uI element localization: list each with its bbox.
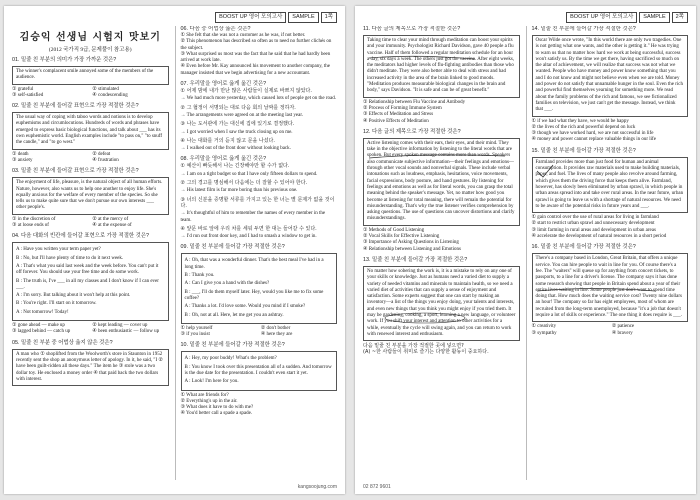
question-tail: 다음 밑줄 친 부분을 가장 적절한 곳에 넣으면? — [363, 343, 464, 350]
choice: ② kept leading — cover up — [92, 323, 148, 329]
dialog-line: A : That's what you said last week and the week before. You can't put it off forever. You should use your free time and do some work. — [16, 263, 159, 276]
item: ① 어제 밤에 내가 만난 많은 사람들이 실제로 바쁘지 않았다. — [180, 88, 312, 95]
choice: ① help yourself — [180, 325, 213, 331]
question-10 — [181, 342, 338, 417]
choice: ① death — [12, 151, 29, 157]
choice: ④ at the expense of — [92, 223, 132, 229]
choice: ④ frustration — [92, 157, 119, 163]
question-12 — [363, 129, 520, 253]
question-head: 09. 밑줄 친 부분에 들어갈 가장 적절한 것은? — [180, 244, 285, 251]
dialog-line: A : Hey, my poor buddy! What's the problem? — [184, 356, 277, 362]
dialog-line: B : Oh, not at all. Here, let me get you an ashtray. — [184, 312, 284, 318]
choice: ② the lives of the rich and powerful depend on luck — [531, 124, 636, 130]
question-passage: No matter how sobering the work is, it is a mistake to rely on any one of your skills or knowledge. Just as humans need a varied diet to supply a variety of needed vitamins and minerals to maintain health, so we need a varied diet of activities that can supply a sense of enjoyment and satisfaction. Some experts suggest that one can start by making an inventory—a list of the things you enjoy doing, your talents and interests, and even new things that you think you might enjoy if you tried them. It may be gardening, cooking, a sport, learning a new language, or volunteer work. If you shift your interest and attention to other activities for a while, eventually the cycle will swing again, and you can return to work with renewed interest and enthusiasm. — [363, 266, 520, 341]
item: → His latest film is far more boring than his previous one. — [180, 188, 298, 194]
choice: ④ Relationship between Listening and Emotions — [363, 246, 461, 252]
choice: ③ What surprised us most was the fact that he said that he had hardly been arrived at work late. — [180, 51, 331, 64]
item: → I got worried when I saw the truck closing up on me. — [180, 129, 293, 135]
question-head: 04. 다음 대화의 빈칸에 들어갈 표현으로 가장 적절한 것은? — [12, 233, 150, 240]
exam-page-right — [355, 6, 696, 494]
choice: ④ here they are — [260, 332, 293, 338]
choice: ④ bravery — [611, 330, 633, 336]
choice: ③ Effects of Meditation and Stress — [363, 112, 434, 118]
question-head: 10. 밑줄 친 부분에 들어갈 가장 적절한 것은? — [180, 342, 285, 349]
question-15 — [532, 148, 689, 241]
right-column-1 — [363, 26, 520, 480]
choice: ③ anxiety — [12, 157, 33, 163]
choice: ① in the discretion of — [12, 216, 56, 222]
choice: ④ been enthusiastic — follow up — [92, 329, 160, 335]
question-passage: Taking time to clear your mind through meditation can boost your spirits and your immunity. Psychologist Richard Davidson, gave 40 people a flu vaccine. Half of them followed a regular meditation schedule for an hour a day, six days a week. The others just got the vaccine. After eight weeks, the meditators had higher levels of flu-fighting antibodies than those who didn't meditate. They were also better able to deal with stress and had increased activity in the area of the brain linked to good moods. "Meditation produces measurable biological changes in the brain and body," says Davidson. "It is safe and can be of great benefit." — [363, 35, 520, 98]
page-header — [215, 12, 337, 23]
item: ③ 너의 신분을 증명할 서류를 가지고 있는 한 너는 별 문제가 없을 것이다. — [180, 196, 335, 209]
question-13 — [363, 257, 520, 356]
page-header — [566, 12, 688, 23]
header-sample: SAMPLE — [288, 12, 318, 23]
item: ③ 나는 도서관에 가는 대신에 집에 있기로 결정했다. — [180, 121, 295, 128]
right-column-2 — [526, 26, 689, 480]
dialog-line: A : Not tomorrow! Today! — [16, 309, 69, 315]
dialog-line: B : No, but I'll have plenty of time to do it next week. — [16, 255, 124, 261]
choice: ① Methods of Good Listening — [363, 227, 425, 233]
choice: ② This phenomenon has described so often as to need no further clichés on the subject. — [180, 39, 332, 51]
question-11 — [363, 26, 520, 125]
header-label: BOOST UP 영어 모의고사 — [566, 12, 637, 23]
question-passage: Active listening comes with their ears, their eyes, and their mind. They take in the objective information by listening to the literal words that are spoken. But every spoken message contains more than words. Speakers also communicate subjective information—their feelings and emotions—through other vocal sounds and nonverbal signals. These include verbal intonations such as loudness, emphasis, hesitations, voice movements, facial expressions, body posture, and hand gestures. By listening for feelings and emotions as well as for literal words, you can grasp the total meaning behind the speaker's message. Yet, no matter how good you become at listening for total meaning, there will remain the potential for misunderstanding. That's why the true listener verifies comprehension by asking questions. The use of questions can uncover distortions and clarify misunderstandings. — [363, 138, 520, 226]
question-passage: The enjoyment of life, pleasure, is the natural object of all human efforts. Nature, however, also wants us to help one another to enjoy life. She's equally anxious for the welfare of every member of the species. So she tells us to make quite sure that we don't pursue our own interests ___ other people's. — [12, 177, 169, 214]
item: → It's thoughtful of him to remember the names of every member in the team. — [180, 211, 326, 223]
dialog-line: B : ___, I'll do them myself later. Hey, would you like me to fix some coffee? — [184, 289, 324, 301]
choice: ② at the mercy of — [92, 216, 129, 222]
choice: ② stimulated — [92, 86, 119, 92]
choice: ③ limit farming in rural areas and development in urban areas — [531, 227, 656, 233]
choice: ④ Positive Effects of Meditation — [363, 118, 429, 124]
choice: ④ accelerate the development of natural resources in a short period — [531, 234, 667, 240]
question-01 — [12, 57, 169, 99]
question-07 — [181, 81, 338, 152]
choice: ② Vocal Skills for Effective Listening — [363, 234, 440, 240]
question-passage: Farmland provides more than just food for human and animal consumption. It provides raw materials used to make building materials, paper, and fuel. The lives of many people also revolve around farming, which gives them the driving force that keeps them alive. Farmland, however, has slowly been eliminated by urban sprawl, in which people in urban areas spread into and take over rural areas. In the near future, urban sprawl is going to leave us with a shortage of natural resources. We need to be aware of the potential risks in future years and ___. — [532, 157, 689, 213]
question-head: 05. 밑줄 친 부분 중 어법상 옳지 않은 것은? — [12, 339, 113, 346]
item: ④ 나는 대화를 거의 듣지 않고 문을 나섰다. — [180, 137, 275, 144]
choice: ① creativity — [531, 324, 557, 330]
question-passage: The usual way of coping with taboo words and notions is to develop euphemisms and circumlocutions. Hundreds of words and phrases have emerged to express basic biological functions, and talk about ___ has its own euphemistic world. English examples include "to pass on," "to snuff the candle," and "to go west." — [12, 112, 169, 149]
question-passage: Oscar Wilde once wrote, "In this world there are only two tragedies. One is not getting what one wants, and the other is getting it." He was trying to warn us that no matter how hard we work at being successful, success won't satisfy us. By the time we get there, having sacrificed so much on the altar of achievement, we will realize that success was not what we wanted. People who have money and power know something that you and I do not know and might not believe even when we are told. Money and power do not satisfy that unnamable hunger in the soul. Even the rich and powerful find themselves yearning for something more. We read about the family problems of the rich and famous, we see fictionalized families on television, we just can't get the message. Instead, we think that ___. — [532, 35, 689, 117]
exam-page-left — [4, 6, 345, 494]
question-head: 12. 다음 글의 제목으로 가장 적절한 것은? — [363, 128, 461, 135]
choice: ① gain control over the use of rural areas for living in farmland — [531, 215, 659, 221]
question-head: 14. 밑줄 친 부분에 들어갈 가장 적절한 것은? — [531, 26, 636, 32]
item: → The arrangements were agreed on at the meeting last year. — [180, 112, 303, 118]
item: → I am on a tight budget so that I have only fifteen dollars to spend. — [180, 171, 318, 177]
question-note: (A) ~한 사람들이 취미로 즐기는 다양한 활동이 중요하다. — [363, 349, 489, 356]
question-05 — [12, 340, 169, 386]
choice: ② defeat — [92, 151, 111, 157]
item: → I walked out of the front door without looking back. — [180, 146, 291, 152]
choice: ① Relationship between Flu Vaccine and Antibody — [363, 99, 466, 105]
choice: ① gone ahead — make up — [12, 323, 65, 329]
choice: ④ condescending — [92, 92, 128, 98]
question-06 — [181, 26, 338, 77]
question-head: 01. 밑줄 친 부분의 의미가 가장 가까운 것은? — [12, 57, 117, 63]
dialog-line: B : You're right. I'll start on it tomorrow. — [16, 301, 97, 307]
question-04 — [12, 233, 169, 335]
choice: ③ What does it have to do with me? — [180, 405, 254, 411]
choice: ② Everything's up in the air. — [180, 398, 238, 404]
item: → I'd run out front door key, and I had to smash a window to get in. — [180, 234, 317, 240]
dialog-line: B : You know I took over this presentation all of a sudden. And tomorrow is the due date for the presentation. I couldn't even start it yet. — [184, 364, 332, 376]
question-head: 06. 다음 중 어법상 옳은 것은? — [180, 26, 251, 32]
item: ② 그 협정이 서명되는 대로 다음 회의 날짜를 정하자. — [180, 104, 296, 111]
choice: ② patience — [611, 324, 635, 330]
item: → We had much more yesterday, which caused lots of people get on the road. — [180, 96, 337, 102]
question-head: 11. 다음 글의 제목으로 가장 적절한 것은? — [363, 26, 461, 32]
left-column-2 — [175, 26, 338, 480]
question-head: 08. 우리말을 영어로 옳게 옮긴 것은? — [180, 156, 267, 163]
choice: ④ money and power cannot replace valuable things in our life — [531, 137, 656, 143]
choice: ③ at loose ends of — [12, 223, 49, 229]
subtitle: (2012 국가직 9급, 문제풀이 참고용) — [48, 47, 132, 53]
choice: ③ self-satisfied — [12, 92, 44, 98]
choice: ② Process of Forming Immune System — [363, 105, 442, 111]
choice: ④ Even before Mr. Kay announced his movement to another company, the manager insisted that we begin advertising for a new accountant. — [180, 64, 331, 76]
question-08 — [181, 156, 338, 240]
question-03 — [12, 168, 169, 229]
question-09 — [181, 244, 338, 338]
handwritten-title: 김승익 선생님 시험지 맛보기 — [19, 32, 161, 43]
choice: ③ lagged behind — catch up — [12, 329, 71, 335]
choice: ④ You'd better call a spade a spade. — [180, 411, 253, 417]
question-14 — [532, 26, 689, 144]
item: ② 그의 경고를 명심해서 다음에는 더 잘할 수 있어야 한다. — [180, 180, 308, 187]
dialog-line: A : Thanks a lot. I'd love some. Would you mind if I smoke? — [184, 304, 306, 310]
choice: ① What are friends for? — [180, 392, 229, 398]
dialog-line: A : Can I give you a hand with the dishes? — [184, 281, 270, 287]
choice: ③ if you insist — [180, 332, 210, 338]
question-passage: The winner's complacent smile annoyed some of the members of the audience. — [12, 66, 169, 85]
question-head: 03. 밑줄 친 부분에 들어갈 표현으로 가장 적절한 것은? — [12, 168, 139, 175]
choice: ① grateful — [12, 86, 34, 92]
choice: ② start to restrict urban sprawl and unnecessary development — [531, 221, 655, 227]
question-head: 16. 밑줄 친 부분에 들어갈 가장 적절한 것은? — [531, 244, 636, 251]
dialog-line: A : Look! I'm here for you. — [184, 379, 239, 385]
question-head: 02. 밑줄 친 부분에 들어갈 표현으로 가장 적절한 것은? — [12, 103, 139, 110]
dialog-line: A : Oh, that was a wonderful dinner. That's the best meal I've had in a long time. — [184, 258, 324, 270]
dialog-line: A : Have you written your term paper yet? — [16, 247, 101, 253]
question-passage: There's a company based in London, Great Britain, that offers a unique service. You can hire people to wait in line for you. Of course there's a fee. The "waiters" will queue up for anything from concert tickets, to passports, to a line for a driver's license. The company says it has done some research showing that people in Britain spend about a year of their entire lives waiting in line. Some people just don't want to spend time doing that. How much does the waiting service cost? Twenty nine dollars an hour! The company so far has eight employees, most of whom are recruited from the long-term unemployed, because "it's a job that doesn't require a lot of skills or experience." The one thing it does require is ___. — [532, 253, 689, 322]
question-passage: A man who ① shoplifted from the Woolworth's store in Staunton in 1952 recently sent the shop an anonymous letter of apology. In it, he said, "I ② have been guilt-ridden all these days." The item he ③ stole was a two dollar toy. He enclosed a money order ④ that paid back the two dollars with interest. — [12, 349, 169, 386]
choice: ③ Importance of Asking Questions in Listening — [363, 240, 459, 246]
question-head: 07. 우리말을 영어로 옳게 옮긴 것은? — [180, 81, 267, 88]
choice: ② don't bother — [260, 325, 291, 331]
dialog-line: B : The truth is, I've ___ in all my classes and I don't know if I can ever ___. — [16, 278, 159, 290]
header-label: BOOST UP 영어 모의고사 — [215, 12, 286, 23]
dialog-line: B : Thank you. — [184, 273, 215, 279]
header-page-number: 2쪽 — [672, 12, 688, 23]
item: ④ 앞문 바로 앞에 우리 차를 세워 두면 한 대는 들어갈 수 있다. — [180, 225, 317, 232]
choice: ③ sympathy — [531, 330, 557, 336]
question-02 — [12, 103, 169, 164]
question-head: 15. 밑줄 친 부분에 들어갈 가장 적절한 것은? — [531, 147, 636, 154]
page-footer: kangsoojung.com — [297, 484, 337, 490]
choice: ① She felt that she was not a customer as he was, if not better. — [180, 33, 306, 38]
item: ① 예산이 빠듯해서 나는 긴장해야만 할 수가 없다. — [180, 163, 290, 170]
dialog-line: A : I'm sorry. But talking about it won't help at this point. — [16, 293, 131, 299]
choice: ③ though we have worked hard, we are not successful in life — [531, 131, 654, 137]
page-footer: 02 872 9601 — [363, 484, 391, 490]
question-16 — [532, 244, 689, 337]
left-column-1 — [12, 26, 169, 480]
question-head: 13. 밑줄 친 부분에 들어갈 가장 적절한 것은? — [363, 256, 468, 263]
header-page-number: 1쪽 — [321, 12, 337, 23]
header-sample: SAMPLE — [639, 12, 669, 23]
choice: ① if we had what they have, we would be happy — [531, 118, 629, 124]
